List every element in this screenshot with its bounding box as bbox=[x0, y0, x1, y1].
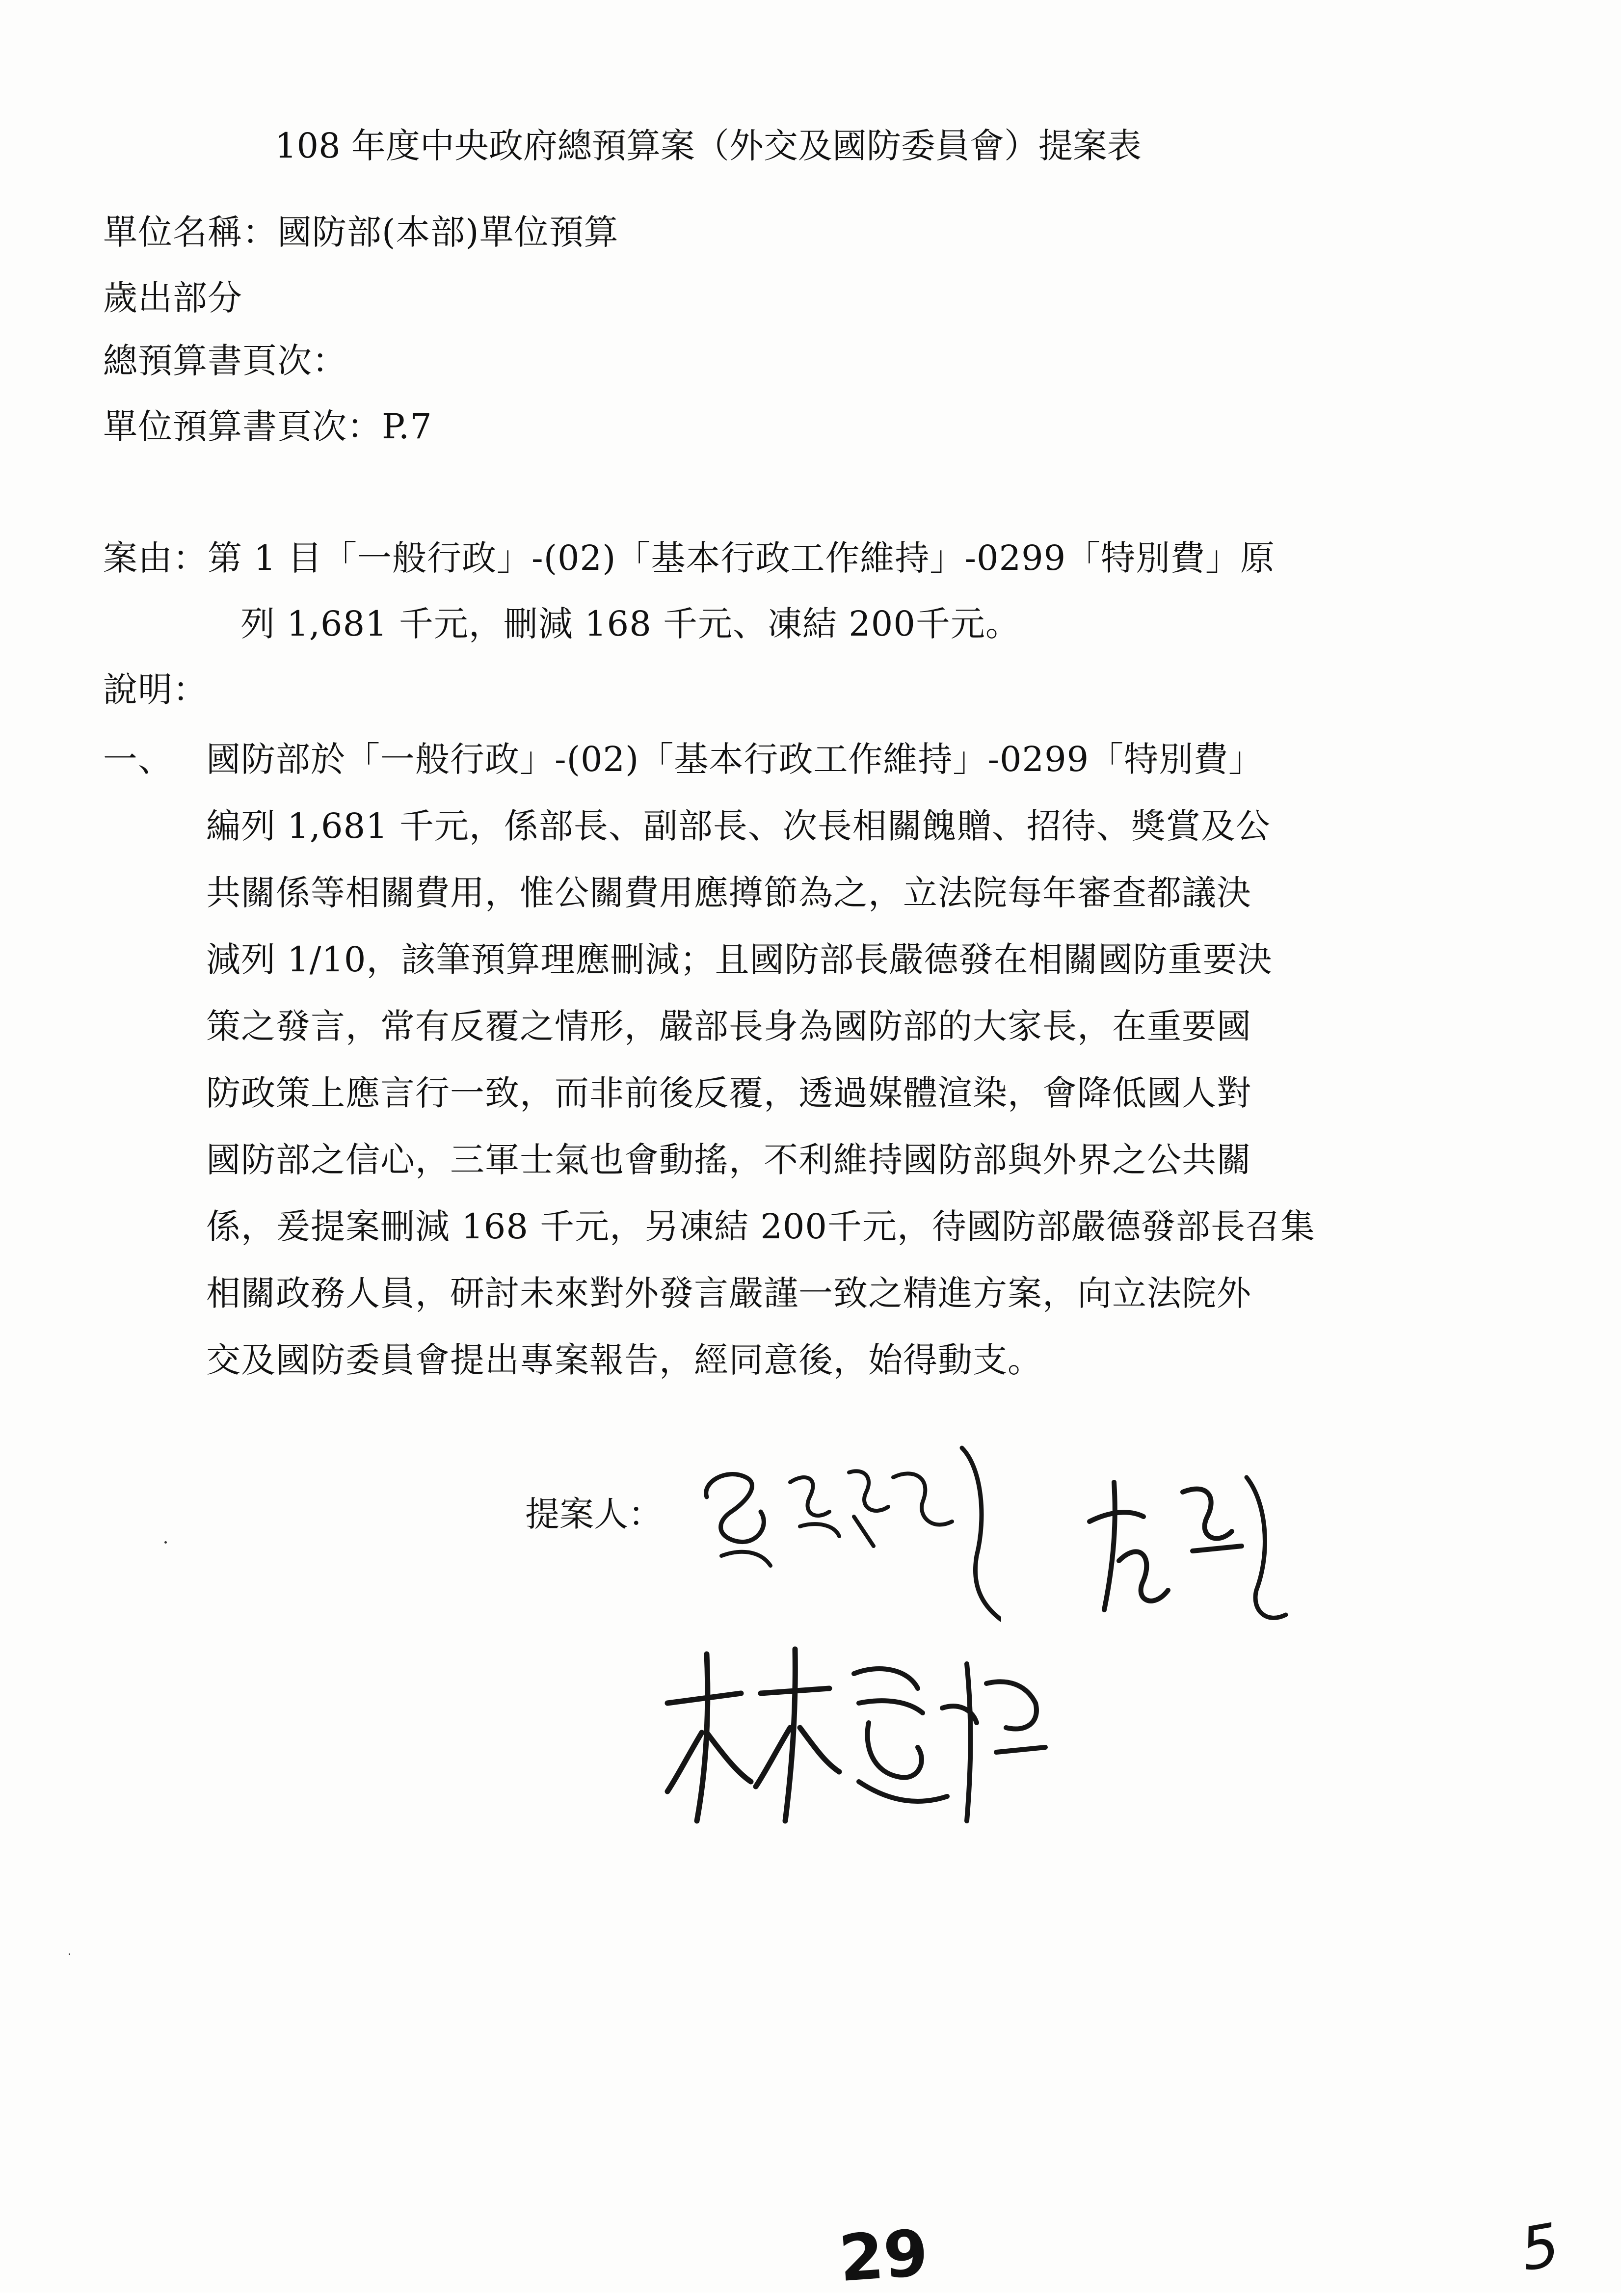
explanation-line: 國防部之信心，三軍士氣也會動搖，不利維持國防部與外界之公共關 bbox=[206, 1140, 1251, 1180]
unit-name: 單位名稱：國防部(本部)單位預算 bbox=[103, 212, 619, 252]
explanation-label: 說明： bbox=[103, 669, 208, 710]
proposer-label: 提案人： bbox=[525, 1494, 663, 1534]
unit-budget-page: 單位預算書頁次：P.7 bbox=[103, 406, 432, 447]
explanation-line: 共關係等相關費用，惟公關費用應撙節為之，立法院每年審查都議決 bbox=[206, 873, 1251, 913]
corner-mark: 5 bbox=[1515, 2211, 1565, 2285]
signature-1 bbox=[687, 1438, 1001, 1625]
document-title: 108 年度中央政府總預算案（外交及國防委員會）提案表 bbox=[275, 126, 1142, 166]
explanation-line: 國防部於「一般行政」-(02)「基本行政工作維持」-0299「特別費」 bbox=[206, 739, 1264, 779]
scan-speck bbox=[69, 1953, 70, 1955]
scan-speck bbox=[164, 1541, 167, 1544]
explanation-line: 係，爰提案刪減 168 千元，另凍結 200千元，待國防部嚴德發部長召集 bbox=[206, 1206, 1315, 1247]
general-budget-page: 總預算書頁次： bbox=[103, 341, 347, 381]
explanation-line: 編列 1,681 千元，係部長、副部長、次長相關餽贈、招待、獎賞及公 bbox=[206, 806, 1271, 846]
explanation-line: 減列 1/10，該筆預算理應刪減；且國防部長嚴德發在相關國防重要決 bbox=[206, 939, 1273, 980]
explanation-marker: 一、 bbox=[103, 739, 173, 779]
case-reason-line: 案由：第 1 目「一般行政」-(02)「基本行政工作維持」-0299「特別費」原 bbox=[103, 538, 1276, 578]
signature-3 bbox=[653, 1634, 1055, 1841]
explanation-line: 防政策上應言行一致，而非前後反覆，透過媒體渲染，會降低國人對 bbox=[206, 1073, 1251, 1113]
signature-2 bbox=[1070, 1463, 1296, 1649]
explanation-line: 交及國防委員會提出專案報告，經同意後，始得動支。 bbox=[206, 1340, 1042, 1380]
page-number-handwritten: 29 bbox=[836, 2215, 931, 2296]
explanation-line: 策之發言，常有反覆之情形，嚴部長身為國防部的大家長，在重要國 bbox=[206, 1006, 1251, 1046]
case-reason-line: 列 1,681 千元，刪減 168 千元、凍結 200千元。 bbox=[240, 604, 1020, 644]
explanation-line: 相關政務人員，研討未來對外發言嚴謹一致之精進方案，向立法院外 bbox=[206, 1273, 1251, 1313]
section-label: 歲出部分 bbox=[103, 278, 242, 318]
